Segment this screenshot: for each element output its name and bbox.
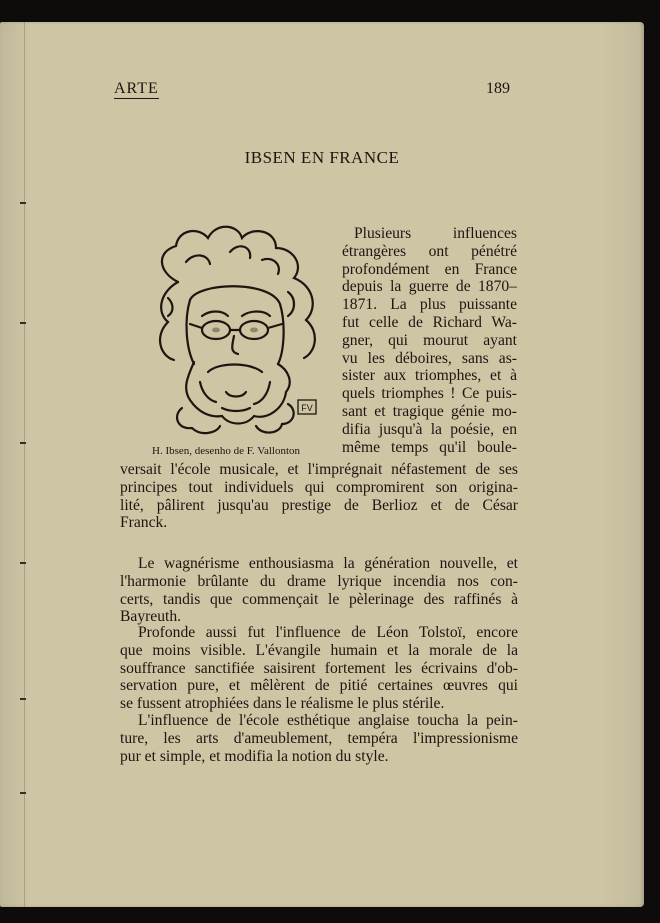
text-line: quels triomphes ! Ce puis-: [342, 385, 517, 403]
text-line: pur et simple, et modifia la notion du style.: [120, 747, 389, 765]
text-line: L'influence de l'école esthétique anglaise toucha la pein-: [138, 712, 518, 729]
text-line: fut celle de Richard Wa-: [342, 313, 517, 331]
margin-mark: [20, 698, 26, 700]
text-line: Profonde aussi fut l'influence de Léon Tolstoï, encore: [138, 624, 518, 641]
text-line: profondément en France: [342, 260, 517, 278]
text-line: vu les déboires, sans as-: [342, 349, 517, 367]
text-line: versait l'école musicale, et l'imprégnait néfastement de ses: [120, 461, 518, 478]
text-line: certs, tandis que commençait le pèlerinage des raffinés à: [120, 590, 518, 608]
text-line: Plusieurs influences: [354, 225, 517, 242]
text-line: sister aux triomphes, et à: [342, 367, 517, 385]
paragraph-3: [120, 624, 518, 713]
paragraph-2: [120, 555, 518, 626]
text-line: Bayreuth.: [120, 608, 182, 626]
article-title: IBSEN EN FRANCE: [244, 148, 400, 167]
text-line: Le wagnérisme enthousiasma la génération nouvelle, et: [138, 555, 518, 572]
text-line: principes tout individuels qui compromirent son origina-: [120, 478, 518, 496]
text-line: depuis la guerre de 1870–: [342, 278, 517, 296]
figure-caption: H. Ibsen, desenho de F. Vallonton: [152, 445, 301, 457]
margin-mark: [20, 792, 26, 794]
text-line: lité, pâlirent jusqu'au prestige de Berlioz et de César: [120, 496, 518, 514]
text-line: ture, les arts d'ameublement, tempéra l'impressionisme: [120, 729, 518, 747]
text-line: même temps qu'il boule-: [342, 438, 517, 456]
margin-mark: [20, 562, 26, 564]
text-line: souffrance sanctifiée saisirent fortement les écrivains d'ob-: [120, 659, 518, 677]
page-number: 189: [486, 80, 510, 97]
text-line: se fussent atrophiées dans le réalisme le plus stérile.: [120, 695, 445, 713]
text-line: servation pure, et mêlèrent de pitié certaines œuvres qui: [120, 677, 518, 695]
text-line: que moins visible. L'évangile humain et la morale de la: [120, 641, 518, 659]
text-line: difia jusqu'à la poésie, en: [342, 420, 517, 438]
margin-mark: [20, 442, 26, 444]
text-line: sant et tragique génie mo-: [342, 402, 517, 420]
text-line: gner, qui mourut ayant: [342, 331, 517, 349]
paragraph-1: [120, 461, 518, 532]
margin-mark: [20, 202, 26, 204]
text-line: l'harmonie brûlante du drame lyrique incendia nos con-: [120, 572, 518, 590]
artist-monogram: FV: [301, 403, 313, 413]
margin-mark: [20, 322, 26, 324]
text-line: Franck.: [120, 514, 168, 532]
ibsen-portrait-illustration: [138, 212, 324, 440]
paragraph-4: [120, 712, 518, 765]
intro-column: [342, 225, 517, 456]
text-line: étrangères ont pénétré: [342, 242, 517, 260]
running-header-section: ARTE: [114, 80, 159, 97]
text-line: 1871. La plus puissante: [342, 296, 517, 314]
